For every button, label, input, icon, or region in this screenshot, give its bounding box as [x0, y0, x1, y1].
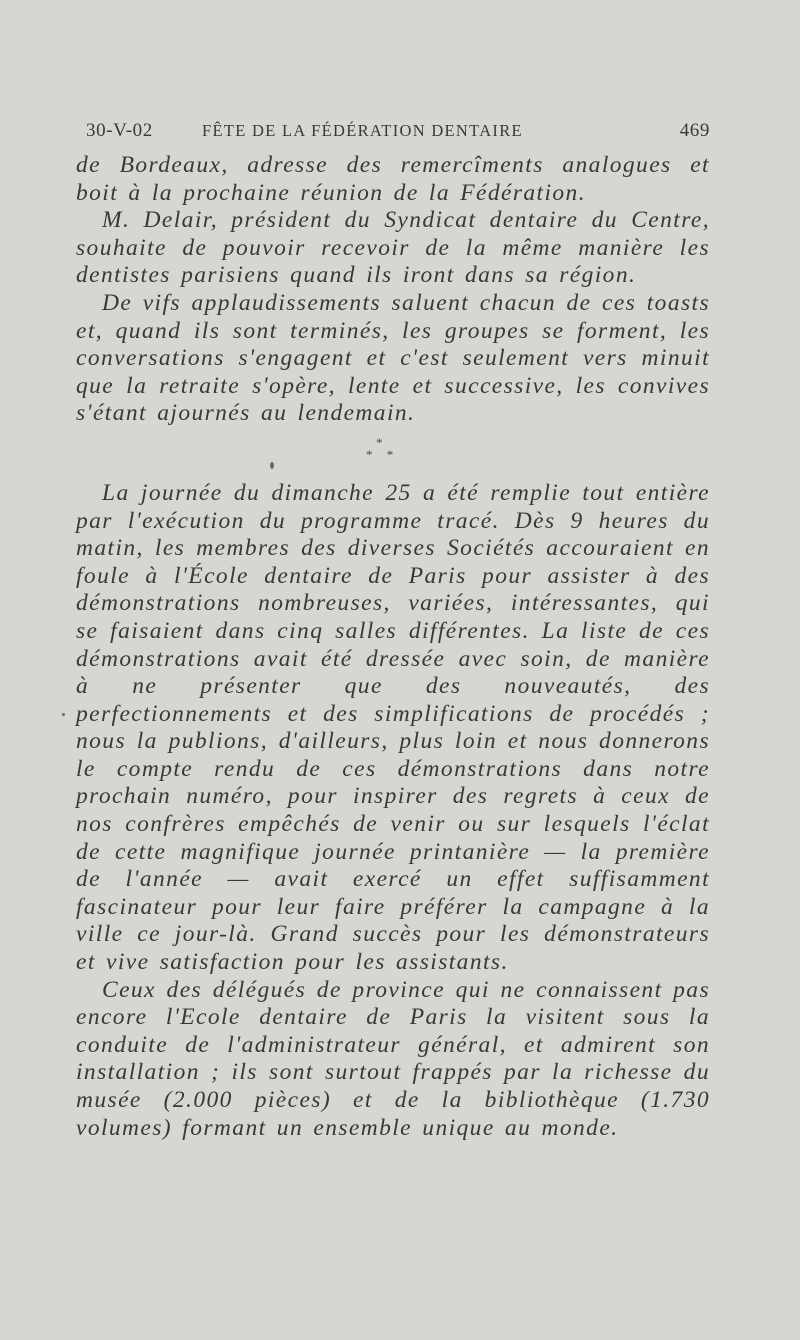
header-date: 30-V-02 — [86, 120, 153, 141]
paragraph-4: La journée du dimanche 25 a été remplie tout entière par l'exécution du programme tracé. Dès 9 heures du matin, les membres des diverses Sociétés accouraient en foule à l'École dentaire de Paris pour assister à des démonstrations nombreuses, variées, intéressantes, qui se faisaient dans cinq salles différentes. La liste de ces démonstrations avait été dressée avec soin, de manière à ne présenter que des nouveautés, des perfectionnements et des simplifications de procédés ; nous la publions, d'ailleurs, plus loin et nous donnerons le compte rendu de ces démonstrations dans notre prochain numéro, pour inspirer des regrets à ceux de nos confrères empêchés de venir ou sur lesquels l'éclat de cette magnifique journée printanière — la première de l'année — avait exercé un effet suffisamment fascinateur pour leur faire préférer la campagne à la ville ce jour-là. Grand succès pour les démonstrateurs et vive satisfaction pour les assistants. — [76, 479, 710, 976]
asterism-top: * — [376, 434, 384, 450]
paragraph-3: De vifs applaudissements saluent chacun de ces toasts et, quand ils sont terminés, les groupes se forment, les conversations s'engagent et c'est seulement vers minuit que la retraite s'opère, lente et successive, les convives s'étant ajournés au lendemain. — [76, 289, 710, 427]
paragraph-1: de Bordeaux, adresse des remercîments analogues et boit à la prochaine réunion de la Fédération. — [76, 152, 710, 206]
paper-speck — [270, 462, 274, 469]
asterism-bottom: * * — [366, 446, 398, 462]
paragraph-2: M. Delair, président du Syndicat dentaire du Centre, souhaite de pouvoir recevoir de la même manière les dentistes parisiens quand ils iront dans sa région. — [76, 207, 710, 289]
section-separator — [76, 428, 710, 480]
page-number: 469 — [679, 120, 710, 141]
paper-speck — [62, 713, 65, 716]
running-head — [86, 120, 710, 148]
header-title: FÊTE DE LA FÉDÉRATION DENTAIRE — [202, 121, 523, 140]
paragraph-5: Ceux des délégués de province qui ne connaissent pas encore l'Ecole dentaire de Paris la visitent sous la conduite de l'administrateur général, et admirent son installation ; ils sont surtout frappés par la richesse du musée (2.000 pièces) et de la bibliothèque (1.730 volumes) formant un ensemble unique au monde. — [76, 976, 710, 1141]
body-text — [76, 152, 710, 1142]
